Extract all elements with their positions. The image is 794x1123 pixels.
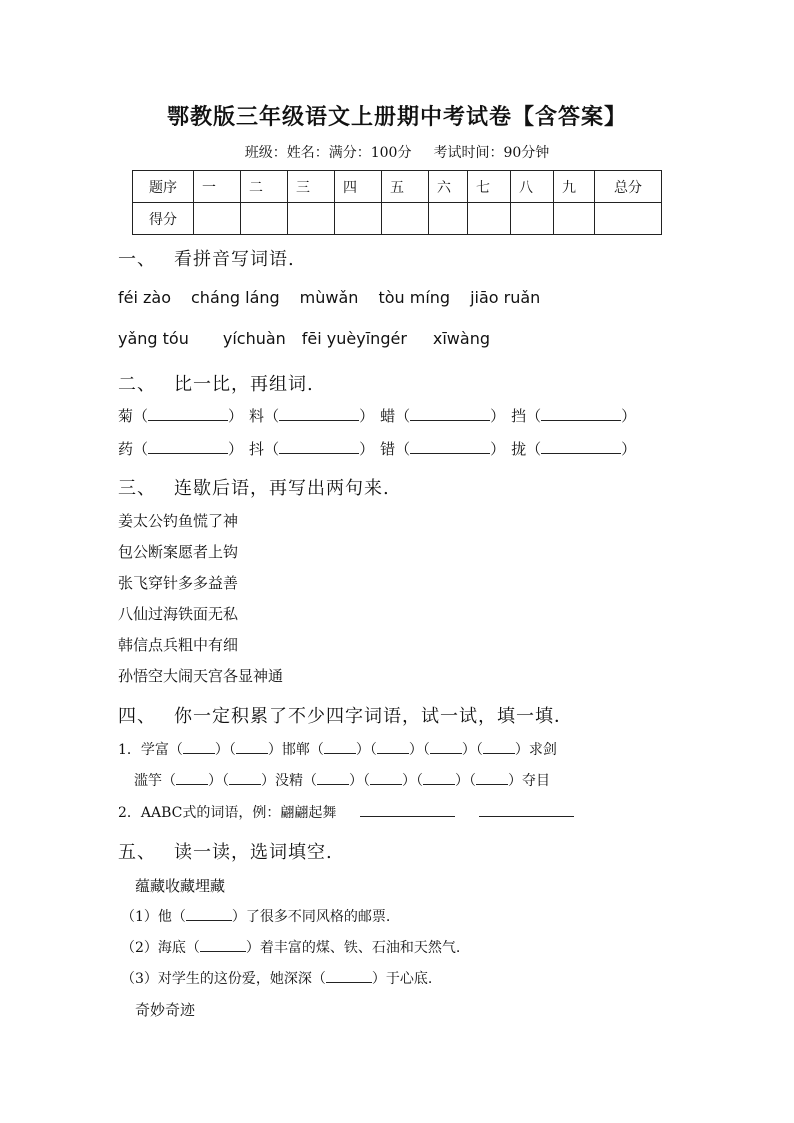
- score-cell[interactable]: [241, 203, 288, 235]
- exam-info: [0, 142, 794, 162]
- score-cell[interactable]: [288, 203, 335, 235]
- answer-blank[interactable]: [176, 770, 208, 785]
- section-title: 读一读，选词填空.: [174, 842, 333, 863]
- score-table-header-row: [133, 171, 662, 203]
- score-header-cell: 四: [335, 171, 382, 203]
- pinyin-row-1: [118, 288, 560, 307]
- pinyin-item: tòu míng: [378, 288, 451, 307]
- score-header-cell: 题序: [133, 171, 194, 203]
- section-number: 五、: [118, 842, 156, 863]
- proverb-line: 孙悟空大闹天宫各显神通: [118, 667, 284, 685]
- proverb-line: 包公断案愿者上钩: [118, 543, 239, 561]
- answer-blank[interactable]: [483, 739, 515, 754]
- answer-blank[interactable]: [229, 770, 261, 785]
- proverb-line: 八仙过海铁面无私: [118, 605, 239, 623]
- section-4-heading: [118, 702, 573, 728]
- answer-blank[interactable]: [370, 770, 402, 785]
- answer-blank[interactable]: [360, 802, 455, 817]
- compare-item: 抖（ ）: [249, 440, 375, 458]
- score-header-cell: 二: [241, 171, 288, 203]
- section-5-heading: [118, 838, 333, 864]
- answer-blank[interactable]: [148, 439, 228, 454]
- section-number: 四、: [118, 706, 156, 727]
- fill-item: （3）对学生的这份爱，她深深（ ）于心底.: [121, 968, 432, 988]
- score-cell[interactable]: [595, 203, 662, 235]
- compare-row-1: [118, 405, 642, 426]
- answer-blank[interactable]: [479, 802, 574, 817]
- compare-item: 药（ ）: [118, 440, 244, 458]
- page-title: 鄂教版三年级语文上册期中考试卷【含答案】: [166, 104, 627, 130]
- score-header-cell: 九: [554, 171, 595, 203]
- pinyin-row-2: [118, 329, 510, 348]
- pinyin-item: xīwàng: [432, 329, 490, 348]
- word-group-1: 蕴藏收藏埋藏: [135, 877, 226, 895]
- score-cell[interactable]: [382, 203, 429, 235]
- answer-blank[interactable]: [279, 406, 359, 421]
- section-number: 一、: [118, 249, 156, 270]
- compare-row-2: [118, 438, 642, 459]
- idiom-row-1: 1．学富（ ）（ ）邯郸（ ）（ ）（ ）（ ）求剑: [118, 739, 557, 759]
- answer-blank[interactable]: [183, 739, 215, 754]
- fill-item: （2）海底（ ）着丰富的煤、铁、石油和天然气.: [121, 937, 460, 957]
- section-2-heading: [118, 370, 314, 396]
- word-group-2: 奇妙奇迹: [135, 1001, 196, 1019]
- score-header-cell: 七: [468, 171, 511, 203]
- answer-blank[interactable]: [317, 770, 349, 785]
- answer-blank[interactable]: [236, 739, 268, 754]
- section-title: 你一定积累了不少四字词语，试一试，填一填．: [174, 706, 573, 727]
- answer-blank[interactable]: [423, 770, 455, 785]
- pinyin-item: yíchuàn: [222, 329, 286, 348]
- answer-blank[interactable]: [541, 439, 621, 454]
- class-name-label: 班级：姓名：满分：100分: [244, 145, 412, 161]
- score-header-cell: 总分: [595, 171, 662, 203]
- answer-blank[interactable]: [430, 739, 462, 754]
- section-title: 看拼音写词语.: [174, 249, 295, 270]
- answer-blank[interactable]: [324, 739, 356, 754]
- section-number: 三、: [118, 478, 156, 499]
- compare-item: 错（ ）: [380, 440, 506, 458]
- score-header-cell: 六: [429, 171, 468, 203]
- answer-blank[interactable]: [148, 406, 228, 421]
- aabc-question: 2．AABC式的词语，例：翩翩起舞: [118, 802, 574, 822]
- answer-blank[interactable]: [410, 439, 490, 454]
- score-cell[interactable]: [468, 203, 511, 235]
- compare-item: 料（ ）: [249, 407, 375, 425]
- answer-blank[interactable]: [279, 439, 359, 454]
- score-row-label: 得分: [133, 203, 194, 235]
- score-cell[interactable]: [194, 203, 241, 235]
- exam-time-label: 考试时间：90分钟: [433, 145, 550, 161]
- compare-item: 蜡（ ）: [380, 407, 506, 425]
- section-title: 比一比，再组词.: [174, 374, 314, 395]
- answer-blank[interactable]: [541, 406, 621, 421]
- score-header-cell: 八: [511, 171, 554, 203]
- compare-item: 挡（ ）: [511, 407, 637, 425]
- answer-blank[interactable]: [476, 770, 508, 785]
- pinyin-item: jiāo ruǎn: [470, 288, 541, 307]
- answer-blank[interactable]: [326, 968, 372, 983]
- score-header-cell: 五: [382, 171, 429, 203]
- proverb-line: 张飞穿针多多益善: [118, 574, 239, 592]
- score-header-cell: 一: [194, 171, 241, 203]
- score-table-score-row: [133, 203, 662, 235]
- pinyin-item: fēi yuèyīngér: [301, 329, 407, 348]
- pinyin-item: cháng láng: [191, 288, 280, 307]
- score-cell[interactable]: [511, 203, 554, 235]
- proverb-line: 姜太公钓鱼慌了神: [118, 512, 239, 530]
- compare-item: 拢（ ）: [511, 440, 637, 458]
- score-header-cell: 三: [288, 171, 335, 203]
- answer-blank[interactable]: [377, 739, 409, 754]
- score-table: [132, 170, 662, 235]
- section-number: 二、: [118, 374, 156, 395]
- proverb-line: 韩信点兵粗中有细: [118, 636, 239, 654]
- pinyin-item: yǎng tóu: [118, 329, 189, 348]
- answer-blank[interactable]: [186, 906, 232, 921]
- score-cell[interactable]: [335, 203, 382, 235]
- idiom-row-2: 滥竽（ ）（ ）没精（ ）（ ）（ ）（ ）夺目: [134, 770, 550, 790]
- answer-blank[interactable]: [410, 406, 490, 421]
- fill-item: （1）他（ ）了很多不同风格的邮票.: [121, 906, 390, 926]
- pinyin-item: féi zào: [118, 288, 171, 307]
- score-cell[interactable]: [554, 203, 595, 235]
- answer-blank[interactable]: [200, 937, 246, 952]
- section-1-heading: [118, 245, 295, 271]
- section-title: 连歇后语，再写出两句来.: [174, 478, 390, 499]
- compare-item: 菊（ ）: [118, 407, 244, 425]
- pinyin-item: mùwǎn: [299, 288, 359, 307]
- section-3-heading: [118, 474, 390, 500]
- score-cell[interactable]: [429, 203, 468, 235]
